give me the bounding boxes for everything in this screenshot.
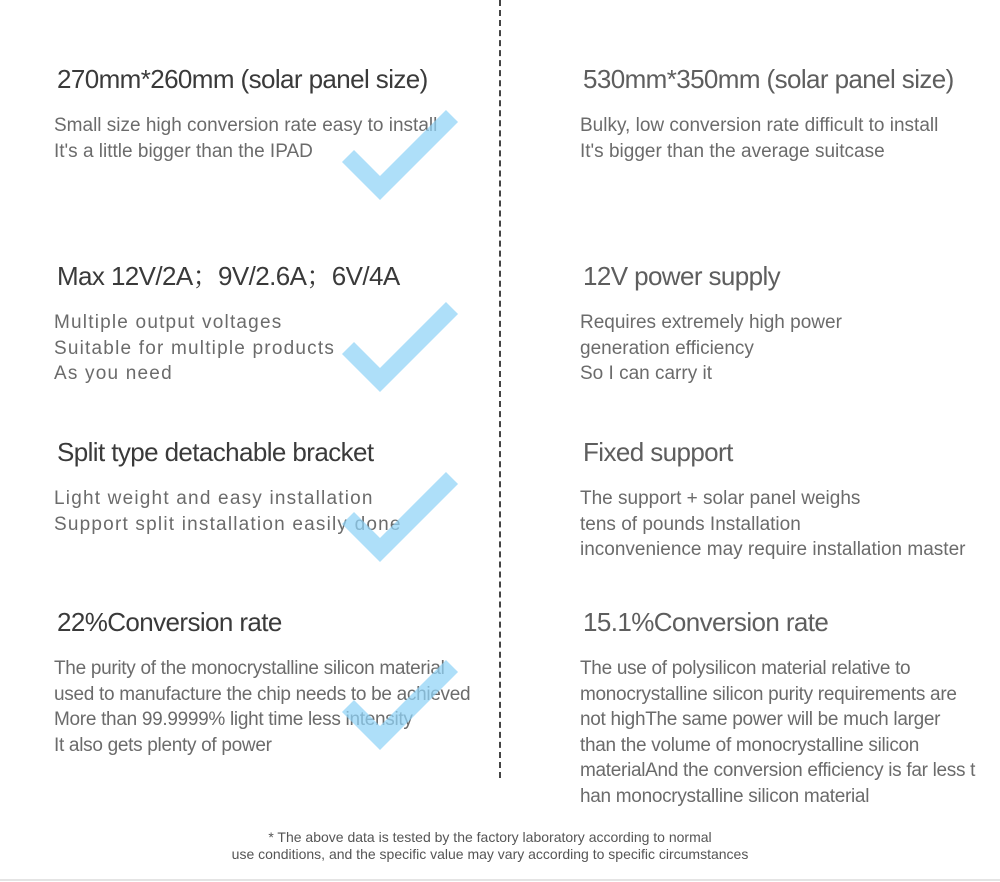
desc-line: It's a little bigger than the IPAD bbox=[54, 140, 313, 162]
right-description bbox=[580, 310, 998, 387]
right-description bbox=[580, 486, 998, 563]
desc-line: used to manufacture the chip needs to be achieved bbox=[54, 683, 471, 705]
right-column bbox=[580, 64, 998, 164]
desc-line: The use of polysilicon material relative to bbox=[580, 658, 911, 679]
desc-line: monocrystalline silicon purity requirements are bbox=[580, 683, 957, 705]
desc-line: Multiple output voltages bbox=[54, 312, 283, 333]
left-description bbox=[54, 113, 494, 164]
desc-line: inconvenience may require installation master bbox=[580, 539, 966, 560]
desc-line: not highThe same power will be much larger bbox=[580, 709, 941, 730]
right-column bbox=[580, 437, 998, 563]
left-column bbox=[54, 261, 494, 387]
right-heading: 530mm*350mm (solar panel size) bbox=[583, 64, 954, 94]
desc-line: Requires extremely high power bbox=[580, 312, 842, 333]
desc-line: Bulky, low conversion rate difficult to install bbox=[580, 115, 939, 136]
left-column bbox=[54, 437, 494, 537]
right-heading: 12V power supply bbox=[583, 261, 781, 291]
desc-line: More than 99.9999% light time less intensity bbox=[54, 709, 413, 730]
left-heading: 22%Conversion rate bbox=[57, 607, 282, 637]
left-column bbox=[54, 64, 494, 164]
left-heading: 270mm*260mm (solar panel size) bbox=[57, 64, 428, 94]
desc-line: As you need bbox=[54, 363, 173, 384]
desc-line: generation efficiency bbox=[580, 337, 754, 359]
footnote bbox=[0, 829, 980, 863]
footnote-line: * The above data is tested by the factory laboratory according to normal bbox=[268, 829, 712, 845]
center-divider bbox=[499, 0, 501, 778]
right-description bbox=[580, 113, 998, 164]
desc-line: Small size high conversion rate easy to install bbox=[54, 115, 438, 136]
desc-line: The purity of the monocrystalline silicon material bbox=[54, 658, 445, 679]
left-description bbox=[54, 486, 494, 537]
left-heading: Max 12V/2A；9V/2.6A；6V/4A bbox=[57, 261, 400, 291]
right-column bbox=[580, 607, 998, 809]
desc-line: than the volume of monocrystalline silicon bbox=[580, 734, 920, 756]
desc-line: Support split installation easily done bbox=[54, 513, 402, 535]
left-description bbox=[54, 310, 494, 387]
desc-line: So I can carry it bbox=[580, 363, 712, 384]
left-heading: Split type detachable bracket bbox=[57, 437, 374, 467]
left-column bbox=[54, 607, 494, 758]
desc-line: Suitable for multiple products bbox=[54, 337, 336, 359]
right-heading: Fixed support bbox=[583, 437, 733, 467]
right-column bbox=[580, 261, 998, 387]
desc-line: The support + solar panel weighs bbox=[580, 488, 861, 509]
right-description bbox=[580, 656, 998, 809]
desc-line: tens of pounds Installation bbox=[580, 513, 801, 535]
desc-line: Light weight and easy installation bbox=[54, 488, 374, 509]
desc-line: han monocrystalline silicon material bbox=[580, 785, 870, 807]
footnote-line: use conditions, and the specific value may vary according to specific circumstances bbox=[231, 846, 749, 862]
left-description bbox=[54, 656, 494, 758]
desc-line: It's bigger than the average suitcase bbox=[580, 140, 885, 162]
bottom-border bbox=[0, 879, 1000, 881]
desc-line: materialAnd the conversion efficiency is far less t bbox=[580, 760, 976, 781]
right-heading: 15.1%Conversion rate bbox=[583, 607, 829, 637]
desc-line: It also gets plenty of power bbox=[54, 734, 272, 756]
